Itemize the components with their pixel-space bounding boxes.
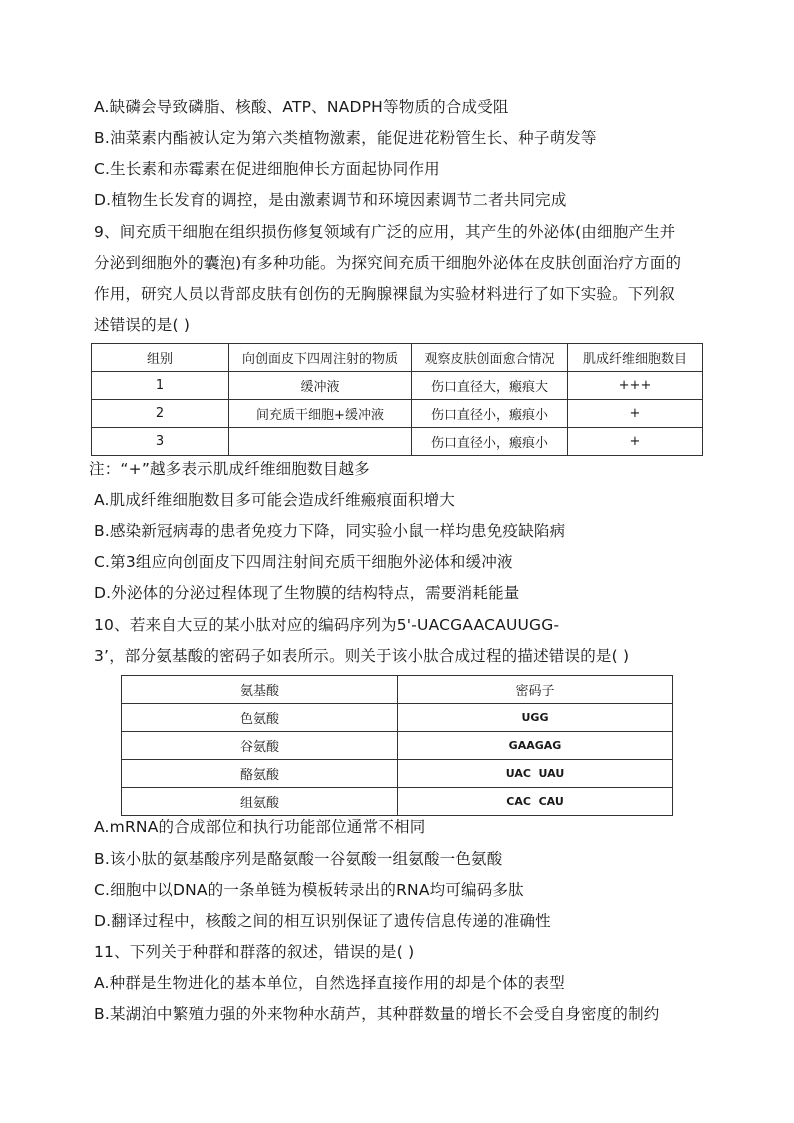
option-8d: D.植物生长发育的调控，是由激素调节和环境因素调节二者共同完成 (94, 191, 567, 209)
table-cell: 伤口直径小，瘢痕小 (412, 400, 568, 428)
codon-table (121, 675, 673, 816)
table-cell: 缓冲液 (229, 372, 412, 400)
table-header-cell: 向创面皮下四周注射的物质 (229, 344, 412, 372)
option-10b: B.该小肽的氨基酸序列是酪氨酸一谷氨酸一组氨酸一色氨酸 (94, 850, 503, 868)
table-cell: 组氨酸 (122, 788, 398, 816)
table-row (122, 732, 673, 760)
table-header-cell: 氨基酸 (122, 676, 398, 704)
table-cell: 伤口直径小，瘢痕小 (412, 428, 568, 456)
table-cell: + (568, 428, 703, 456)
option-9b: B.感染新冠病毒的患者免疫力下降，同实验小鼠一样均患免疫缺陷病 (94, 522, 566, 540)
table-cell: CAC CAU (398, 788, 673, 816)
table-cell: + (568, 400, 703, 428)
table-cell: 谷氨酸 (122, 732, 398, 760)
table-cell: GAAGAG (398, 732, 673, 760)
question-9-line-1: 9、间充质干细胞在组织损伤修复领域有广泛的应用，其产生的外泌体(由细胞产生并 (94, 223, 676, 241)
option-8c: C.生长素和赤霉素在促进细胞伸长方面起协同作用 (94, 160, 440, 178)
table-row (122, 788, 673, 816)
table-cell: +++ (568, 372, 703, 400)
table-header-row (122, 676, 673, 704)
table-cell: 色氨酸 (122, 704, 398, 732)
option-11b: B.某湖泊中繁殖力强的外来物种水葫芦，其种群数量的增长不会受自身密度的制约 (94, 1005, 660, 1023)
table-row (92, 372, 703, 400)
table-cell: UAC UAU (398, 760, 673, 788)
table-cell (229, 428, 412, 456)
table-row (92, 400, 703, 428)
table-cell: 3 (92, 428, 229, 456)
experiment-table (91, 343, 703, 456)
option-11a: A.种群是生物进化的基本单位，自然选择直接作用的却是个体的表型 (94, 974, 565, 992)
table-row (122, 704, 673, 732)
option-10c: C.细胞中以DNA的一条单链为模板转录出的RNA均可编码多肽 (94, 881, 524, 899)
option-8b: B.油菜素内酯被认定为第六类植物激素，能促进花粉管生长、种子萌发等 (94, 129, 597, 147)
table-cell: 2 (92, 400, 229, 428)
table-cell: 间充质干细胞+缓冲液 (229, 400, 412, 428)
table-header-cell: 肌成纤维细胞数目 (568, 344, 703, 372)
table-row (122, 760, 673, 788)
table-cell: 1 (92, 372, 229, 400)
table-cell: UGG (398, 704, 673, 732)
question-9-line-3: 作用，研究人员以背部皮肤有创伤的无胸腺裸鼠为实验材料进行了如下实验。下列叙 (94, 285, 675, 303)
table-header-cell: 组别 (92, 344, 229, 372)
question-9-line-2: 分泌到细胞外的囊泡)有多种功能。为探究间充质干细胞外泌体在皮肤创面治疗方面的 (94, 254, 682, 272)
table-cell: 伤口直径大，瘢痕大 (412, 372, 568, 400)
option-9a: A.肌成纤维细胞数目多可能会造成纤维瘢痕面积增大 (94, 491, 456, 509)
question-9-line-4: 述错误的是( ) (94, 316, 191, 334)
table-row (92, 428, 703, 456)
question-10-line-1: 10、若来自大豆的某小肽对应的编码序列为5'-UACGAACAUUGG- (94, 616, 560, 634)
option-9c: C.第3组应向创面皮下四周注射间充质干细胞外泌体和缓冲液 (94, 553, 513, 571)
question-11-line-1: 11、下列关于种群和群落的叙述，错误的是( ) (94, 943, 415, 961)
option-9d: D.外泌体的分泌过程体现了生物膜的结构特点，需要消耗能量 (94, 584, 520, 602)
table-cell: 酪氨酸 (122, 760, 398, 788)
table-header-row (92, 344, 703, 372)
table-note: 注：“+”越多表示肌成纤维细胞数目越多 (89, 460, 370, 478)
option-10d: D.翻译过程中，核酸之间的相互识别保证了遗传信息传递的准确性 (94, 912, 551, 930)
table-header-cell: 观察皮肤创面愈合情况 (412, 344, 568, 372)
option-10a: A.mRNA的合成部位和执行功能部位通常不相同 (94, 818, 426, 836)
question-10-line-2: 3’，部分氨基酸的密码子如表所示。则关于该小肽合成过程的描述错误的是( ) (94, 647, 630, 665)
option-8a: A.缺磷会导致磷脂、核酸、ATP、NADPH等物质的合成受阻 (94, 98, 509, 116)
table-header-cell: 密码子 (398, 676, 673, 704)
